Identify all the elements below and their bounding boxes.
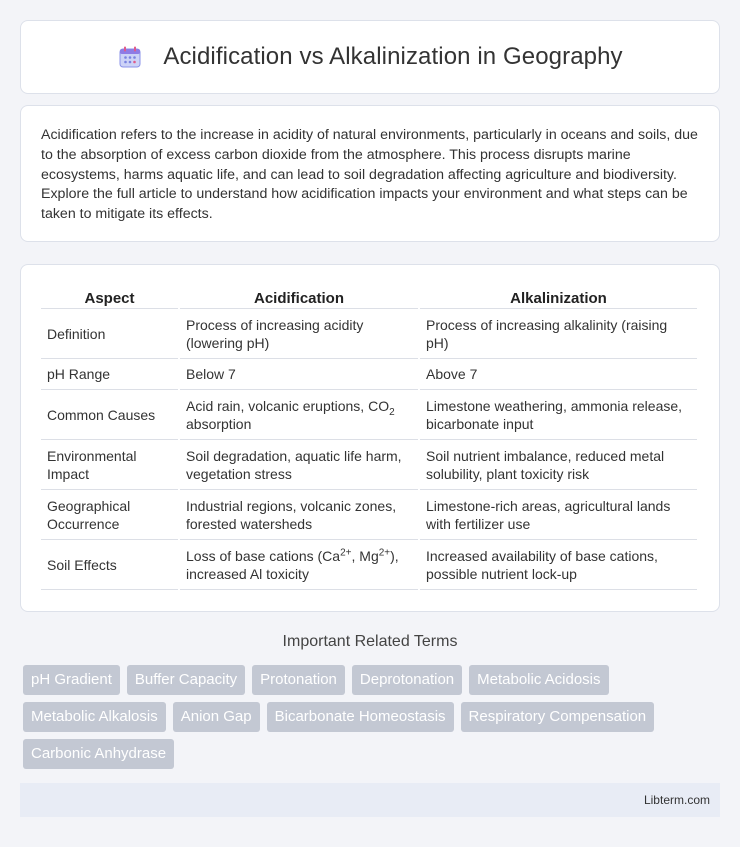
text-fragment: , Mg — [351, 547, 379, 564]
related-term-tag[interactable]: Protonation — [252, 665, 345, 695]
footer — [20, 783, 720, 817]
cell-aspect: Soil Effects — [41, 540, 178, 590]
table-header-row — [41, 285, 697, 309]
cell-alkalinization: Soil nutrient imbalance, reduced metal solubility, plant toxicity risk — [420, 440, 697, 490]
superscript: 2+ — [340, 546, 352, 558]
header-card — [20, 20, 720, 94]
table-row — [41, 309, 697, 359]
cell-acidification: Soil degradation, aquatic life harm, vegetation stress — [180, 440, 418, 490]
comparison-card — [20, 264, 720, 612]
table-row — [41, 359, 697, 390]
intro-card — [20, 105, 720, 242]
cell-alkalinization: Process of increasing alkalinity (raising pH) — [420, 309, 697, 359]
calendar-icon — [117, 44, 143, 70]
header-aspect: Aspect — [41, 285, 178, 309]
cell-alkalinization: Limestone weathering, ammonia release, bicarbonate input — [420, 390, 697, 440]
text-fragment: ), increased Al toxicity — [186, 547, 399, 582]
related-terms-list — [23, 665, 723, 776]
cell-acidification — [180, 390, 418, 440]
table-row — [41, 540, 697, 590]
cell-acidification: Process of increasing acidity (lowering pH) — [180, 309, 418, 359]
cell-alkalinization: Limestone-rich areas, agricultural lands with fertilizer use — [420, 490, 697, 540]
related-term-tag[interactable]: Respiratory Compensation — [461, 702, 655, 732]
footer-brand-link[interactable]: Libterm.com — [643, 793, 710, 807]
related-term-tag[interactable]: Metabolic Acidosis — [469, 665, 608, 695]
table-row — [41, 490, 697, 540]
cell-aspect: Environmental Impact — [41, 440, 178, 490]
related-term-tag[interactable]: Carbonic Anhydrase — [23, 739, 174, 769]
related-term-tag[interactable]: Deprotonation — [352, 665, 462, 695]
subscript: 2 — [389, 406, 395, 418]
table-row — [41, 440, 697, 490]
related-term-tag[interactable]: Bicarbonate Homeostasis — [267, 702, 454, 732]
header — [117, 43, 622, 71]
text-fragment: Loss of base cations (Ca — [186, 547, 341, 564]
cell-acidification — [180, 540, 418, 590]
cell-alkalinization: Increased availability of base cations, possible nutrient lock-up — [420, 540, 697, 590]
related-term-tag[interactable]: Buffer Capacity — [127, 665, 245, 695]
related-term-tag[interactable]: pH Gradient — [23, 665, 120, 695]
page-title: Acidification vs Alkalinization in Geography — [163, 43, 623, 70]
text-fragment: Acid rain, volcanic eruptions, CO — [186, 397, 390, 414]
related-term-tag[interactable]: Metabolic Alkalosis — [23, 702, 166, 732]
header-acidification: Acidification — [180, 285, 418, 309]
cell-acidification: Below 7 — [180, 359, 418, 390]
cell-aspect: Common Causes — [41, 390, 178, 440]
header-alkalinization: Alkalinization — [420, 285, 697, 309]
text-fragment: absorption — [186, 415, 252, 432]
cell-aspect: Definition — [41, 309, 178, 359]
related-term-tag[interactable]: Anion Gap — [173, 702, 260, 732]
related-terms-title: Important Related Terms — [282, 633, 458, 650]
cell-acidification: Industrial regions, volcanic zones, forested watersheds — [180, 490, 418, 540]
comparison-table — [39, 285, 699, 590]
cell-alkalinization: Above 7 — [420, 359, 697, 390]
cell-aspect: Geographical Occurrence — [41, 490, 178, 540]
superscript: 2+ — [378, 546, 391, 558]
cell-aspect: pH Range — [41, 359, 178, 390]
table-row — [41, 390, 697, 440]
intro-text: Acidification refers to the increase in acidity of natural environments, particularly in oceans and soils, due to the absorption of excess carbon dioxide from the atmosphere. This process disrupts marine ecosystems, harms aquatic life, and can lead to soil degradation affecting agriculture and biodiversity. Explore the full article to understand how acidification impacts your environment and what steps can be taken to mitigate its effects. — [41, 127, 698, 223]
